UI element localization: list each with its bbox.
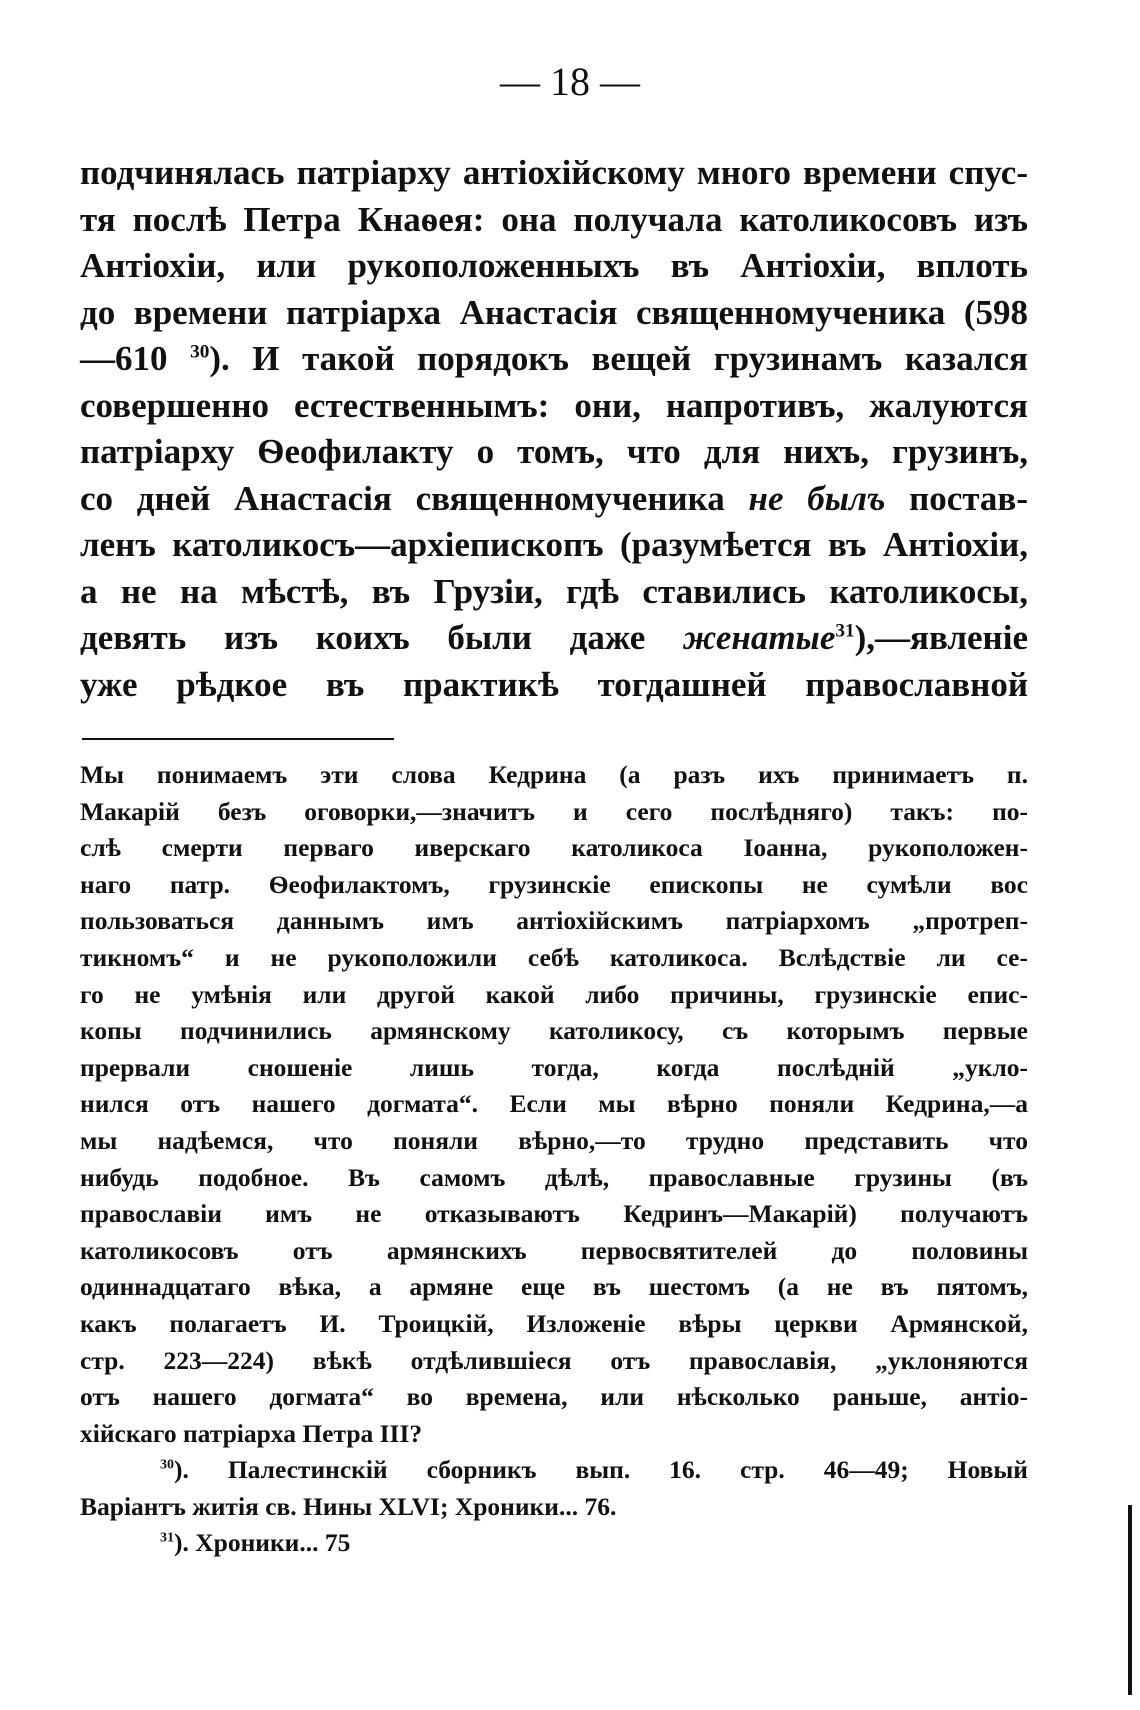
footnotes xyxy=(80,757,1028,1562)
footnote-line: копы подчинились армянскому католикосу, съ которымъ первые xyxy=(80,1016,1028,1046)
footnote-line: Варіантъ житія св. Нины XLVI; Хроники... 76. xyxy=(80,1491,617,1521)
footnote-separator xyxy=(82,738,394,740)
text-line: до времени патріарха Анастасія священномученика (598 xyxy=(80,292,1028,332)
text-line: патріарху Ѳеофилакту о томъ, что для нихъ, грузинъ, xyxy=(80,432,1028,471)
text-fragment: постав- xyxy=(885,478,1028,518)
footnote-line: прервали сношеніе лишь тогда, когда послѣдній „укло- xyxy=(80,1052,1028,1082)
footnote-ref-31: 31 xyxy=(835,620,855,642)
page-number: — 18 — xyxy=(500,59,640,104)
text-fragment: со дней Анастасія священномученика xyxy=(80,478,749,518)
footnote-line: какъ полагаетъ И. Троицкій, Изложеніе вѣры церкви Армянской, xyxy=(80,1308,1028,1338)
text-fragment: —610 xyxy=(80,339,191,378)
footnote-line: мы надѣемся, что поняли вѣрно,—то трудно представить что xyxy=(80,1125,1028,1155)
footnote-30 xyxy=(80,1452,1028,1489)
footnote-line: наго патр. Ѳеофилактомъ, грузинскіе епископы не сумѣли вос xyxy=(80,869,1028,899)
text-fragment: девять изъ коихъ были даже xyxy=(80,618,683,657)
italic-emphasis: не былъ xyxy=(748,478,886,518)
text-line xyxy=(80,336,1028,383)
footnote-line: стр. 223—224) вѣкѣ отдѣлившіеся отъ православія, „уклоняются xyxy=(80,1345,1028,1375)
footnote-number-31: 31 xyxy=(160,1530,175,1546)
footnote-31 xyxy=(80,1525,1028,1562)
text-line: совершенно естественнымъ: они, напротивъ, жалуются xyxy=(80,385,1028,425)
italic-emphasis: женатые xyxy=(682,618,836,657)
footnote-line: пользоваться даннымъ имъ антіохійскимъ патріархомъ „протреп- xyxy=(80,906,1028,936)
footnote-line: нился отъ нашего догмата“. Если мы вѣрно поняли Кедрина,—а xyxy=(80,1089,1028,1119)
main-text xyxy=(80,150,1028,708)
text-fragment: ). И такой порядокъ вещей грузинамъ казался xyxy=(209,339,1028,378)
footnote-line: нибудь подобное. Въ самомъ дѣлѣ, православные грузины (въ xyxy=(80,1162,1028,1192)
text-line: а не на мѣстѣ, въ Грузіи, гдѣ ставились католикосы, xyxy=(80,571,1028,611)
text-line: Антіохіи, или рукоположенныхъ въ Антіохіи, вплоть xyxy=(80,246,1028,285)
footnote-line: го не умѣнія или другой какой либо причины, грузинскіе епис- xyxy=(80,979,1028,1009)
footnote-number-30: 30 xyxy=(160,1457,175,1473)
footnote-ref-30: 30 xyxy=(190,341,210,363)
text-line: подчинялась патріарху антіохійскому много времени спус- xyxy=(80,153,1028,192)
footnote-line: католикосовъ отъ армянскихъ первосвятителей до половины xyxy=(80,1235,1028,1265)
text-line: уже рѣдкое въ практикѣ тогдашней православной xyxy=(80,664,1028,704)
footnote-line: тикномъ“ и не рукоположили себѣ католикоса. Вслѣдствіе ли се- xyxy=(80,942,1028,972)
page-edge-mark xyxy=(1128,1505,1132,1695)
text-line: тя послѣ Петра Кнаѳея: она получала католикосовъ изъ xyxy=(80,199,1028,239)
footnote-line: православіи имъ не отказываютъ Кедринъ—Макарій) получаютъ xyxy=(80,1199,1028,1229)
footnote-line: одиннадцатаго вѣка, а армяне еще въ шестомъ (а не въ пятомъ, xyxy=(80,1272,1028,1302)
text-fragment: ),—явленіе xyxy=(854,618,1028,657)
footnote-line: Мы понимаемъ эти слова Кедрина (а разъ ихъ принимаетъ п. xyxy=(80,760,1028,789)
footnote-line: Макарій безъ оговорки,—значитъ и сего послѣдняго) такъ: по- xyxy=(80,796,1028,826)
text-line xyxy=(80,476,1028,523)
text-line: ленъ католикосъ—архіепископъ (разумѣется въ Антіохіи, xyxy=(80,525,1028,564)
text-line xyxy=(80,615,1028,662)
footnote-line: хійскаго патріарха Петра III? xyxy=(80,1418,423,1448)
footnote-text: ). Палестинскій сборникъ вып. 16. стр. 46—49; Новый xyxy=(174,1455,1028,1485)
footnote-line: отъ нашего догмата“ во времена, или нѣсколько раньше, антіо- xyxy=(80,1382,1028,1412)
footnote-line: слѣ смерти перваго иверскаго католикоса Іоанна, рукоположен- xyxy=(80,833,1028,863)
footnote-text: ). Хроники... 75 xyxy=(174,1528,351,1558)
